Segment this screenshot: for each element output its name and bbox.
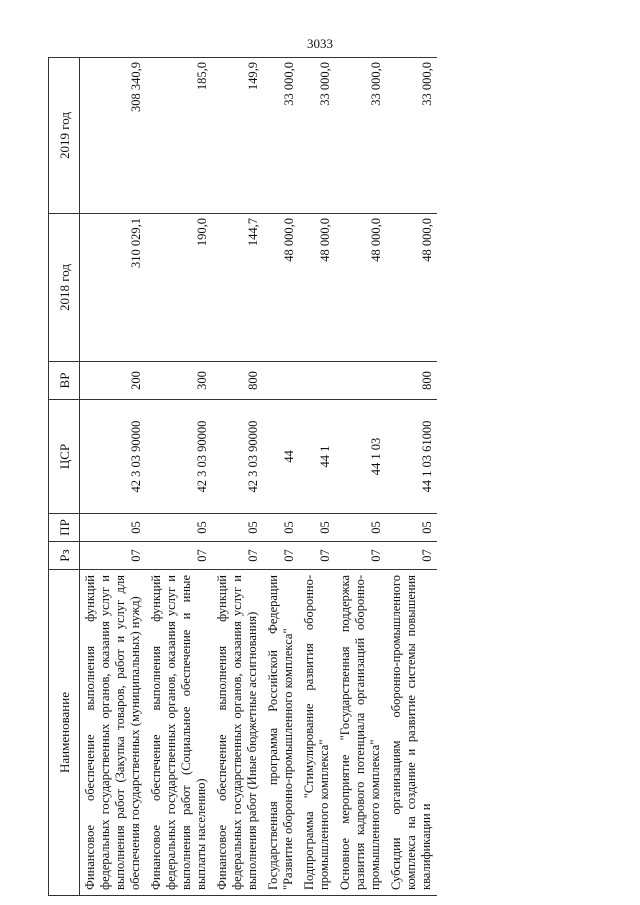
table-row [386, 58, 437, 896]
row-csr: 42 3 03 90000 [80, 400, 147, 514]
row-2019: 33 000,0 [386, 58, 437, 214]
row-rz: 07 [80, 542, 147, 570]
rotated-table-container [48, 58, 596, 896]
row-pr: 05 [299, 514, 335, 542]
row-2018: 310 029,1 [80, 214, 147, 362]
header-pr: ПР [49, 514, 80, 542]
row-vr [263, 362, 299, 400]
row-2019: 185,0 [146, 58, 212, 214]
table-header-row [49, 58, 80, 896]
row-2018: 48 000,0 [263, 214, 299, 362]
row-vr: 200 [80, 362, 147, 400]
row-rz: 07 [212, 542, 263, 570]
row-2018: 190,0 [146, 214, 212, 362]
page-number: 3033 [307, 36, 333, 51]
row-csr: 44 1 [299, 400, 335, 514]
row-2019: 33 000,0 [263, 58, 299, 214]
header-name: Наименование [49, 570, 80, 896]
row-name: Подпрограмма "Стимулирование развития оборонно-промышленного комплекса" [299, 570, 335, 896]
row-rz: 07 [146, 542, 212, 570]
row-csr: 42 3 03 90000 [212, 400, 263, 514]
row-name: Основное мероприятие "Государственная поддержка развития кадрового потенциала организаций оборонно-промышленного комплекса" [335, 570, 386, 896]
row-vr [299, 362, 335, 400]
row-pr: 05 [146, 514, 212, 542]
row-csr: 44 1 03 61000 [386, 400, 437, 514]
row-name: Субсидии организациям оборонно-промышленного комплекса на создание и развитие системы повышения квалификации и [386, 570, 437, 896]
table-row [335, 58, 386, 896]
row-2018: 48 000,0 [386, 214, 437, 362]
row-2019: 33 000,0 [299, 58, 335, 214]
row-2019: 33 000,0 [335, 58, 386, 214]
row-pr: 05 [335, 514, 386, 542]
row-name: Финансовое обеспечение выполнения функций федеральных государственных органов, оказания услуг и выполнения работ (Социальное обеспечение и иные выплаты населению) [146, 570, 212, 896]
row-vr: 300 [146, 362, 212, 400]
header-csr: ЦСР [49, 400, 80, 514]
row-vr: 800 [212, 362, 263, 400]
table-row [212, 58, 263, 896]
row-rz: 07 [299, 542, 335, 570]
row-pr: 05 [212, 514, 263, 542]
header-rz: Рз [49, 542, 80, 570]
row-2019: 308 340,9 [80, 58, 147, 214]
table-row [80, 58, 147, 896]
row-rz: 07 [263, 542, 299, 570]
row-2019: 149,9 [212, 58, 263, 214]
row-vr: 800 [386, 362, 437, 400]
row-pr: 05 [263, 514, 299, 542]
row-csr: 42 3 03 90000 [146, 400, 212, 514]
row-2018: 48 000,0 [299, 214, 335, 362]
row-pr: 05 [386, 514, 437, 542]
row-2018: 144,7 [212, 214, 263, 362]
row-2018: 48 000,0 [335, 214, 386, 362]
row-rz: 07 [386, 542, 437, 570]
row-name: Государственная программа Российской Федерации "Развитие оборонно-промышленного комплекса" [263, 570, 299, 896]
row-vr [335, 362, 386, 400]
row-rz: 07 [335, 542, 386, 570]
row-name: Финансовое обеспечение выполнения функций федеральных государственных органов, оказания услуг и выполнения работ (Закупка товаров, работ и услуг для обеспечения государственных (муниципальных) нужд) [80, 570, 147, 896]
header-vr: ВР [49, 362, 80, 400]
row-name: Финансовое обеспечение выполнения функций федеральных государственных органов, оказания услуг и выполнения работ (Иные бюджетные ассигнования) [212, 570, 263, 896]
row-csr: 44 1 03 [335, 400, 386, 514]
header-2018: 2018 год [49, 214, 80, 362]
row-csr: 44 [263, 400, 299, 514]
table-row [263, 58, 299, 896]
budget-table [48, 57, 437, 896]
table-row [146, 58, 212, 896]
table-row [299, 58, 335, 896]
row-pr: 05 [80, 514, 147, 542]
header-2019: 2019 год [49, 58, 80, 214]
